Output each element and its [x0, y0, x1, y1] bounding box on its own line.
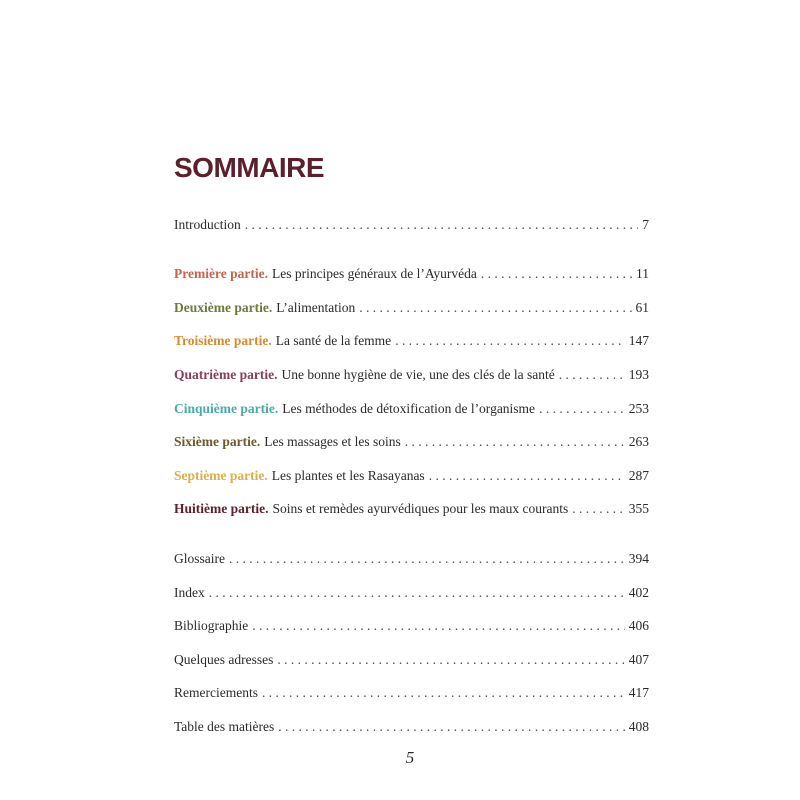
part-number: Septième partie. [174, 468, 268, 483]
toc-entry-label: Remerciements [174, 685, 258, 700]
toc-entry-page: 408 [628, 719, 649, 734]
toc-entry-page: 287 [628, 468, 649, 483]
toc-entry-part-8 [174, 500, 649, 518]
toc-entry-bibliographie [174, 617, 649, 635]
toc-entry-part-3 [174, 332, 649, 350]
toc-entry-label: Introduction [174, 217, 241, 232]
page-title: SOMMAIRE [174, 152, 324, 183]
toc-entry-label: Bibliographie [174, 618, 249, 633]
toc-entry-part-1 [174, 265, 649, 283]
part-number: Sixième partie. [174, 434, 261, 449]
part-number: Cinquième partie. [174, 401, 279, 416]
leader-dots [278, 718, 624, 736]
toc-entry-label: Les méthodes de détoxification de l’organisme [282, 401, 536, 416]
toc-entry-page: 406 [628, 618, 649, 633]
leader-dots [277, 651, 624, 669]
toc-entry-page: 407 [628, 652, 649, 667]
leader-dots [245, 216, 639, 234]
toc-entry-page: 417 [628, 685, 649, 700]
toc-entry-page: 355 [628, 501, 649, 516]
leader-dots [539, 400, 625, 418]
toc-entry-page: 263 [628, 434, 649, 449]
toc-entry-label: La santé de la femme [275, 333, 392, 348]
leader-dots [229, 550, 625, 568]
leader-dots [572, 500, 624, 518]
part-number: Quatrième partie. [174, 367, 278, 382]
toc-entry-part-6 [174, 433, 649, 451]
leader-dots [209, 584, 625, 602]
toc-entry-label: Glossaire [174, 551, 225, 566]
toc-entry-label: Index [174, 585, 205, 600]
toc-entry-index [174, 584, 649, 602]
toc-entry-page: 193 [628, 367, 649, 382]
toc-entry-label: Les massages et les soins [264, 434, 401, 449]
toc-entry-introduction [174, 216, 649, 234]
toc-entry-page: 147 [628, 333, 649, 348]
toc-entry-table-des-matieres [174, 718, 649, 736]
toc-entry-page: 394 [628, 551, 649, 566]
leader-dots [252, 617, 625, 635]
toc-entry-label: Table des matières [174, 719, 275, 734]
toc-entry-glossaire [174, 550, 649, 568]
toc-entry-page: 11 [636, 266, 649, 281]
part-number: Huitième partie. [174, 501, 269, 516]
toc-entry-page: 61 [635, 300, 649, 315]
toc-entry-adresses [174, 651, 649, 669]
leader-dots [395, 332, 625, 350]
toc-entry-label: L’alimentation [276, 300, 356, 315]
toc-entry-page: 7 [642, 217, 649, 232]
toc-entry-part-2 [174, 299, 649, 317]
toc-entry-label: Quelques adresses [174, 652, 274, 667]
toc-entry-remerciements [174, 684, 649, 702]
part-number: Deuxième partie. [174, 300, 273, 315]
leader-dots [262, 684, 625, 702]
toc-entry-label: Les principes généraux de l’Ayurvéda [271, 266, 477, 281]
toc-entry-label: Les plantes et les Rasayanas [271, 468, 425, 483]
toc-entry-label: Une bonne hygiène de vie, une des clés de la santé [281, 367, 555, 382]
leader-dots [359, 299, 631, 317]
leader-dots [559, 366, 625, 384]
toc-entry-part-7 [174, 467, 649, 485]
toc-entry-page: 402 [628, 585, 649, 600]
toc-entry-part-4 [174, 366, 649, 384]
table-of-contents [174, 0, 649, 800]
leader-dots [405, 433, 625, 451]
toc-entry-page: 253 [628, 401, 649, 416]
toc-entry-part-5 [174, 400, 649, 418]
part-number: Troisième partie. [174, 333, 272, 348]
page-number: 5 [405, 748, 415, 767]
leader-dots [481, 265, 632, 283]
leader-dots [429, 467, 625, 485]
toc-entry-label: Soins et remèdes ayurvédiques pour les maux courants [272, 501, 569, 516]
part-number: Première partie. [174, 266, 268, 281]
